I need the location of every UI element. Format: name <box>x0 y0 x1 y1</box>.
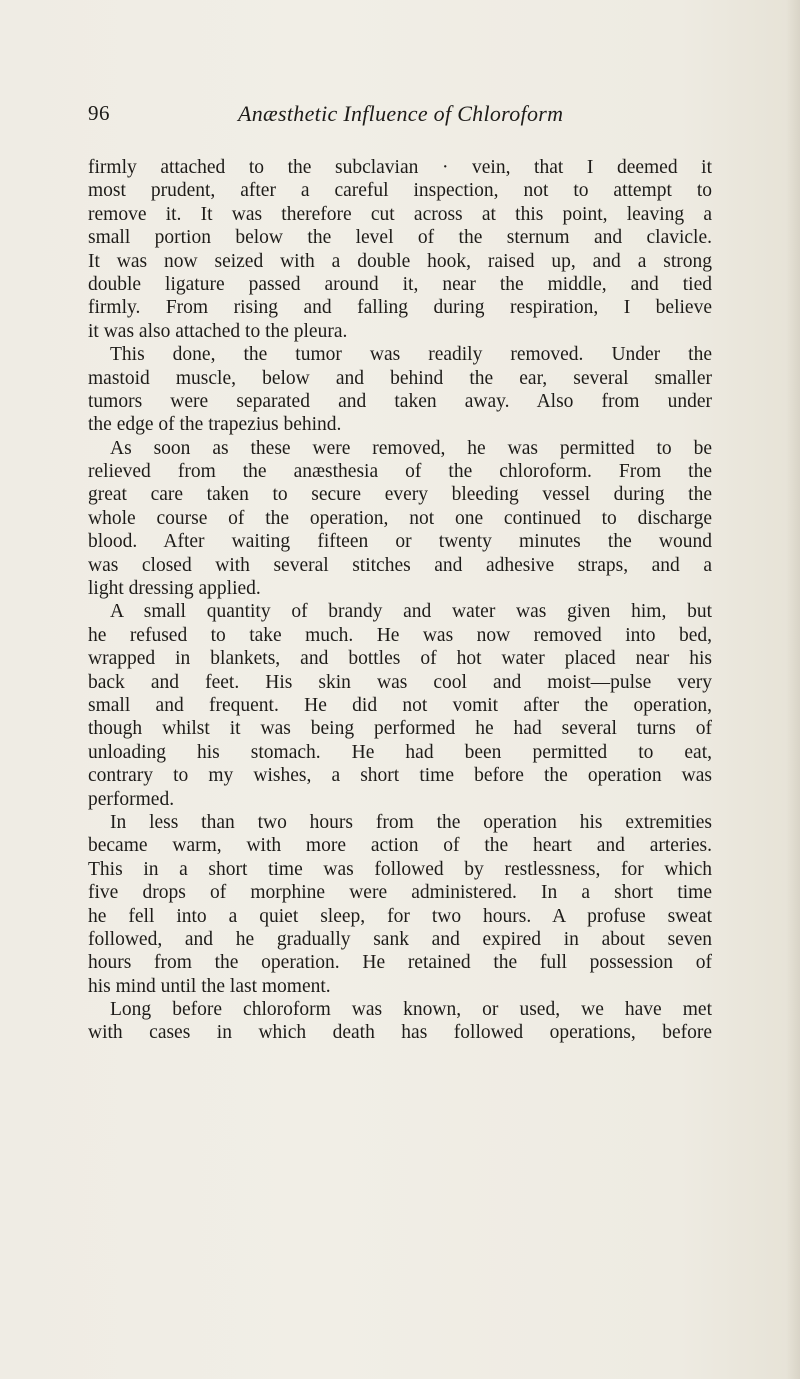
text-line: contrary to my wishes, a short time before the operation was <box>88 765 712 787</box>
text-line: though whilst it was being performed he had several turns of <box>88 718 712 740</box>
text-line: blood. After waiting fifteen or twenty minutes the wound <box>88 531 712 553</box>
running-title: Anæsthetic Influence of Chloroform <box>238 101 564 126</box>
text-line: Long before chloroform was known, or used, we have met <box>110 999 712 1021</box>
text-line: it was also attached to the pleura. <box>88 320 348 342</box>
text-line: he refused to take much. He was now removed into bed, <box>88 624 712 646</box>
page-edge-shadow <box>786 0 800 1379</box>
text-line: As soon as these were removed, he was permitted to be <box>110 437 712 459</box>
text-line: whole course of the operation, not one continued to discharge <box>88 507 712 529</box>
body-text <box>88 156 712 1045</box>
text-line: unloading his stomach. He had been permitted to eat, <box>88 741 712 763</box>
page-header <box>88 101 708 131</box>
text-line: wrapped in blankets, and bottles of hot water placed near his <box>88 648 712 670</box>
text-line: double ligature passed around it, near the middle, and tied <box>88 273 712 295</box>
text-line: performed. <box>88 788 175 810</box>
text-line: small and frequent. He did not vomit after the operation, <box>88 694 712 716</box>
text-line: followed, and he gradually sank and expired in about seven <box>88 928 712 950</box>
text-line: became warm, with more action of the heart and arteries. <box>88 835 712 857</box>
text-line: It was now seized with a double hook, raised up, and a strong <box>88 250 712 272</box>
text-line: relieved from the anæsthesia of the chloroform. From the <box>88 461 712 483</box>
text-line: was closed with several stitches and adhesive straps, and a <box>88 554 712 576</box>
text-line: light dressing applied. <box>88 578 261 600</box>
text-line: the edge of the trapezius behind. <box>88 414 342 436</box>
text-line: hours from the operation. He retained the full possession of <box>88 952 712 974</box>
text-line: firmly. From rising and falling during respiration, I believe <box>88 297 712 319</box>
text-line: tumors were separated and taken away. Also from under <box>88 390 712 412</box>
text-line: small portion below the level of the sternum and clavicle. <box>88 227 712 249</box>
text-line: most prudent, after a careful inspection, not to attempt to <box>88 180 712 202</box>
text-line: five drops of morphine were administered. In a short time <box>88 882 712 904</box>
text-line: This done, the tumor was readily removed. Under the <box>110 344 712 366</box>
text-line: remove it. It was therefore cut across at this point, leaving a <box>88 203 712 225</box>
text-line: back and feet. His skin was cool and moist—pulse very <box>88 671 712 693</box>
text-line: his mind until the last moment. <box>88 975 331 997</box>
text-line: A small quantity of brandy and water was given him, but <box>110 601 712 623</box>
text-line: This in a short time was followed by restlessness, for which <box>88 858 712 880</box>
text-line: great care taken to secure every bleeding vessel during the <box>88 484 712 506</box>
text-line: with cases in which death has followed operations, before <box>88 1022 712 1044</box>
text-line: mastoid muscle, below and behind the ear, several smaller <box>88 367 712 389</box>
text-line: firmly attached to the subclavian · vein, that I deemed it <box>88 157 712 178</box>
text-line: In less than two hours from the operation his extremities <box>110 811 712 833</box>
page-number: 96 <box>88 101 110 125</box>
text-line: he fell into a quiet sleep, for two hours. A profuse sweat <box>88 905 712 927</box>
